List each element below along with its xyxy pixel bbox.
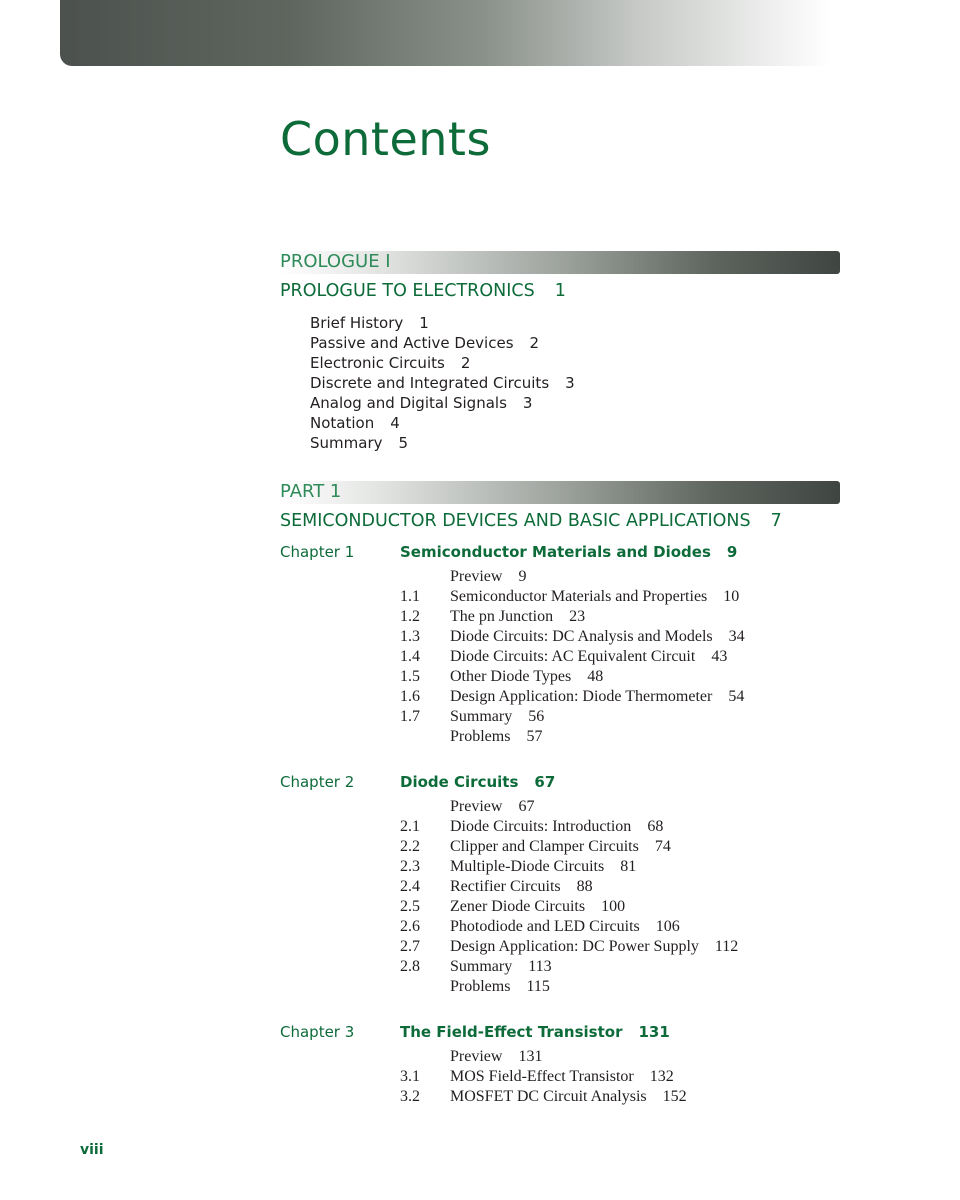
list-item[interactable]: 1.5 Other Diode Types 48 xyxy=(400,668,604,685)
part1-title xyxy=(280,511,782,531)
header-decorative-band xyxy=(60,0,830,66)
chapter-label: Chapter 1 xyxy=(280,543,355,561)
list-item[interactable]: 2.3 Multiple-Diode Circuits 81 xyxy=(400,858,637,875)
list-item[interactable]: Preview 131 xyxy=(450,1048,543,1065)
list-item[interactable]: 1.7 Summary 56 xyxy=(400,708,545,725)
chapter-title: Diode Circuits 67 xyxy=(400,773,556,791)
list-item[interactable]: Preview 67 xyxy=(450,798,535,815)
list-item[interactable]: 2.4 Rectifier Circuits 88 xyxy=(400,878,593,895)
list-item[interactable]: Problems 115 xyxy=(450,978,550,995)
list-item[interactable]: Summary 5 xyxy=(310,434,409,452)
prologue-title-page: 1 xyxy=(554,281,566,301)
prologue-part-label: PROLOGUE I xyxy=(280,251,391,272)
prologue-title-text: PROLOGUE TO ELECTRONICS xyxy=(280,281,535,301)
list-item[interactable]: 1.2 The pn Junction 23 xyxy=(400,608,586,625)
list-item[interactable]: Brief History 1 xyxy=(310,314,429,332)
list-item[interactable]: 2.5 Zener Diode Circuits 100 xyxy=(400,898,626,915)
chapter-label: Chapter 3 xyxy=(280,1023,355,1041)
list-item[interactable]: 3.1 MOS Field-Effect Transistor 132 xyxy=(400,1068,674,1085)
part1-part-bar xyxy=(280,481,840,504)
list-item[interactable]: Passive and Active Devices 2 xyxy=(310,334,540,352)
part1-title-page: 7 xyxy=(770,511,782,531)
prologue-title xyxy=(280,281,566,301)
list-item[interactable]: Problems 57 xyxy=(450,728,543,745)
list-item[interactable]: Electronic Circuits 2 xyxy=(310,354,471,372)
list-item[interactable]: 2.7 Design Application: DC Power Supply 112 xyxy=(400,938,739,955)
chapter-title: The Field-Effect Transistor 131 xyxy=(400,1023,670,1041)
list-item[interactable]: 1.6 Design Application: Diode Thermometer 54 xyxy=(400,688,745,705)
list-item[interactable]: 2.8 Summary 113 xyxy=(400,958,552,975)
part1-title-text: SEMICONDUCTOR DEVICES AND BASIC APPLICATIONS xyxy=(280,511,751,531)
list-item[interactable]: 1.1 Semiconductor Materials and Properties 10 xyxy=(400,588,740,605)
list-item[interactable]: Preview 9 xyxy=(450,568,527,585)
list-item[interactable]: Discrete and Integrated Circuits 3 xyxy=(310,374,575,392)
part1-part-label: PART 1 xyxy=(280,481,342,502)
page-title: Contents xyxy=(280,112,491,166)
chapter-2-section-list xyxy=(400,797,738,997)
list-item[interactable]: 3.2 MOSFET DC Circuit Analysis 152 xyxy=(400,1088,687,1105)
prologue-section-list xyxy=(310,313,575,453)
list-item[interactable]: Notation 4 xyxy=(310,414,400,432)
list-item[interactable]: Analog and Digital Signals 3 xyxy=(310,394,533,412)
chapter-title: Semiconductor Materials and Diodes 9 xyxy=(400,543,738,561)
list-item[interactable]: 1.4 Diode Circuits: AC Equivalent Circuit 43 xyxy=(400,648,728,665)
list-item[interactable]: 2.2 Clipper and Clamper Circuits 74 xyxy=(400,838,671,855)
list-item[interactable]: 2.1 Diode Circuits: Introduction 68 xyxy=(400,818,664,835)
chapter-3-section-list xyxy=(400,1047,687,1107)
list-item[interactable]: 1.3 Diode Circuits: DC Analysis and Models 34 xyxy=(400,628,745,645)
list-item[interactable]: 2.6 Photodiode and LED Circuits 106 xyxy=(400,918,680,935)
page-folio: viii xyxy=(80,1142,104,1158)
chapter-label: Chapter 2 xyxy=(280,773,355,791)
chapter-1-section-list xyxy=(400,567,745,747)
